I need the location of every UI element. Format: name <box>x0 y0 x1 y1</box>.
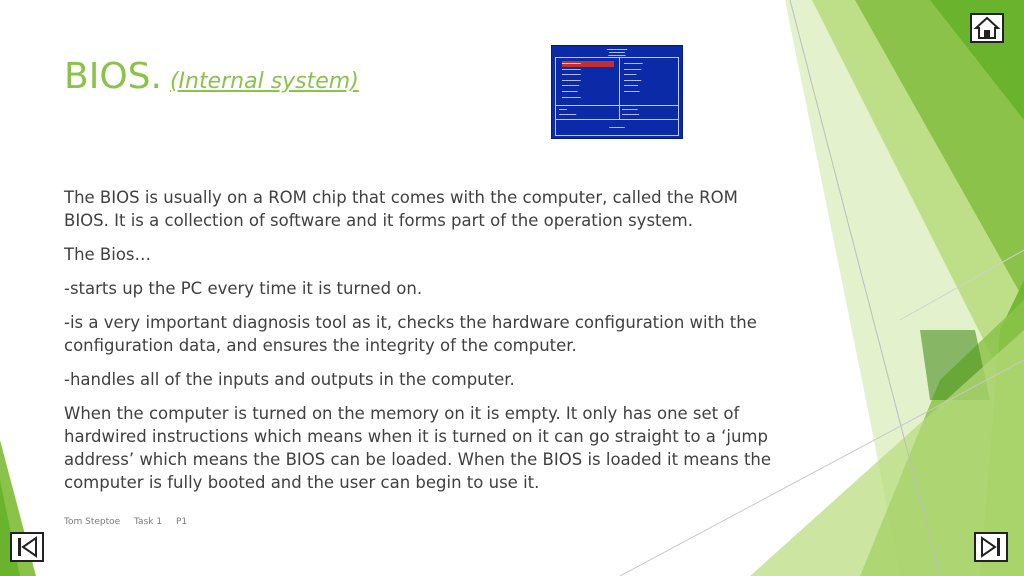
footer-author: Tom Steptoe <box>64 517 121 527</box>
footer-page: P1 <box>175 517 188 527</box>
body-paragraph: -is a very important diagnosis tool as it, checks the hardware configuration with the configuration data, and ensures the integrity of the computer. <box>64 313 757 355</box>
previous-slide-button[interactable] <box>10 532 44 562</box>
slide-body <box>64 186 780 505</box>
next-slide-icon <box>977 535 1005 559</box>
home-icon <box>973 16 1001 40</box>
title-text: BIOS. <box>64 56 162 97</box>
body-paragraph: When the computer is turned on the memory on it is empty. It only has one set of hardwired instructions which means when it is turned on it can go straight to a ‘jump address’ which means the BIOS can be loaded. When the BIOS is loaded it means the computer is fully booted and the user can begin to use it. <box>64 404 772 492</box>
body-paragraph: The Bios… <box>64 245 152 264</box>
body-paragraph: -handles all of the inputs and outputs in the computer. <box>64 370 515 389</box>
body-paragraph: The BIOS is usually on a ROM chip that comes with the computer, called the ROM BIOS. It is a collection of software and it forms part of the operation system. <box>64 188 738 230</box>
body-paragraph: -starts up the PC every time it is turned on. <box>64 279 423 298</box>
footer-task: Task 1 <box>134 517 163 527</box>
slide-title <box>64 56 359 97</box>
home-button[interactable] <box>970 13 1004 43</box>
title-subtitle: (Internal system) <box>169 69 359 94</box>
next-slide-button[interactable] <box>974 532 1008 562</box>
slide-footer <box>64 517 198 527</box>
previous-slide-icon <box>13 535 41 559</box>
bios-screenshot-image: ▬▬▬▬▬▬▬▬▬▬▬▬▬ ▬▬▬▬▬▬▬▬▬▬ ▬▬▬▬▬▬▬▬▬▬▬ ▬▬▬▬▬▬▬▬▬▬▬▬ ▬▬▬▬▬▬▬▬▬▬▬▬ ▬▬▬▬▬▬▬▬▬▬▬▬ ▬▬▬▬▬▬▬▬▬▬▬▬ ▬▬▬▬▬▬▬▬▬▬▬ ▬▬▬▬▬▬▬▬▬▬ ▬▬▬▬▬▬▬▬▬▬▬▬ ▬▬▬▬▬▬▬▬▬▬▬▬ ▬▬▬▬▬▬▬▬▬▬▬ ▬▬▬▬▬▬▬▬ ▬▬▬▬▬▬▬▬▬▬▬ ▬▬▬▬▬▬▬▬▬ ▬▬▬▬▬▬▬▬▬▬ ▬▬▬▬▬ ▬▬▬▬▬▬▬▬▬▬▬ ▬▬▬▬▬▬▬▬▬▬ ▬▬▬▬▬▬▬▬▬▬▬ ▬▬▬▬▬▬▬▬▬▬ <box>551 45 683 139</box>
